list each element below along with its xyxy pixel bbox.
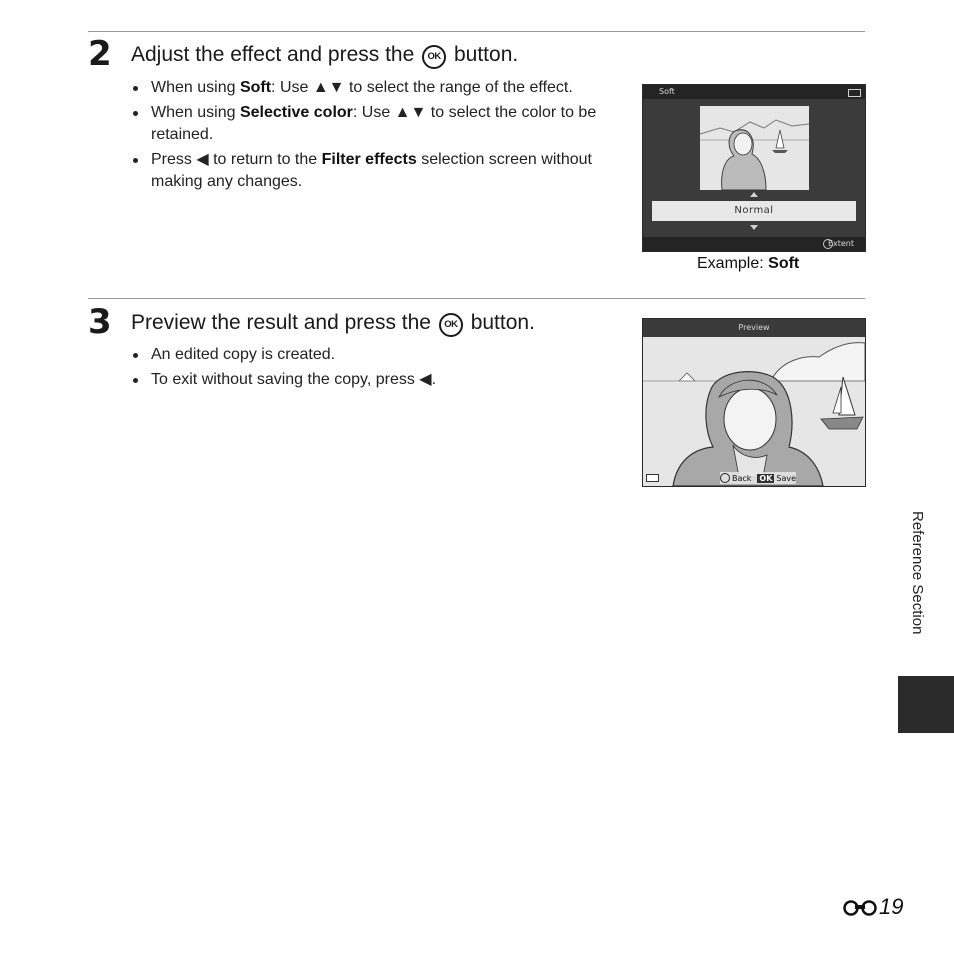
back-label: Back [732,473,752,483]
figure-caption: Example: Soft [697,255,800,272]
screen-title: Preview [738,323,770,332]
step-title-text-end: button. [453,43,519,66]
ok-icon: OK [759,473,773,483]
preview-photo [643,337,865,486]
step-number: 2 [88,34,112,74]
camera-screen-preview [642,318,866,487]
back-icon [720,473,730,483]
screen-footer [643,237,865,251]
up-arrow-icon [750,192,758,197]
section-tab [898,676,954,733]
list-item: Press ◀ to return to the Filter effects selection screen without making any changes. [130,149,610,194]
down-arrow-icon [750,225,758,230]
step-title-text: Preview the result and press the [131,311,431,334]
section-label: Reference Section [909,511,926,635]
preview-controls [720,472,796,484]
binoculars-icon [843,898,877,916]
section-divider [88,298,865,299]
instruction-list [130,77,610,196]
page-number-text: 19 [879,894,904,919]
screen-header [643,319,865,337]
screen-header [643,85,865,99]
list-item: When using Selective color: Use ▲▼ to select the color to be retained. [130,102,610,147]
list-item: An edited copy is created. [130,344,610,367]
camera-screen-soft [642,84,866,252]
section-divider [88,31,865,32]
selected-value: Normal [652,201,856,221]
step-title [131,42,518,69]
ok-button-icon: OK [422,45,446,69]
hint-label: Extent [827,239,854,248]
battery-icon [646,474,659,482]
instruction-list [130,344,610,393]
photo-thumbnail [700,106,809,190]
battery-icon [848,89,861,97]
step-number: 3 [88,302,112,342]
screen-title: Soft [659,87,675,96]
step-title [131,310,535,337]
list-item: To exit without saving the copy, press ◀. [130,369,610,392]
step-title-text: Adjust the effect and press the [131,43,415,66]
page-number [843,894,903,920]
save-label: Save [776,473,797,483]
step-title-text-end: button. [470,311,535,334]
ok-button-icon: OK [439,313,463,337]
list-item: When using Soft: Use ▲▼ to select the range of the effect. [130,77,610,100]
